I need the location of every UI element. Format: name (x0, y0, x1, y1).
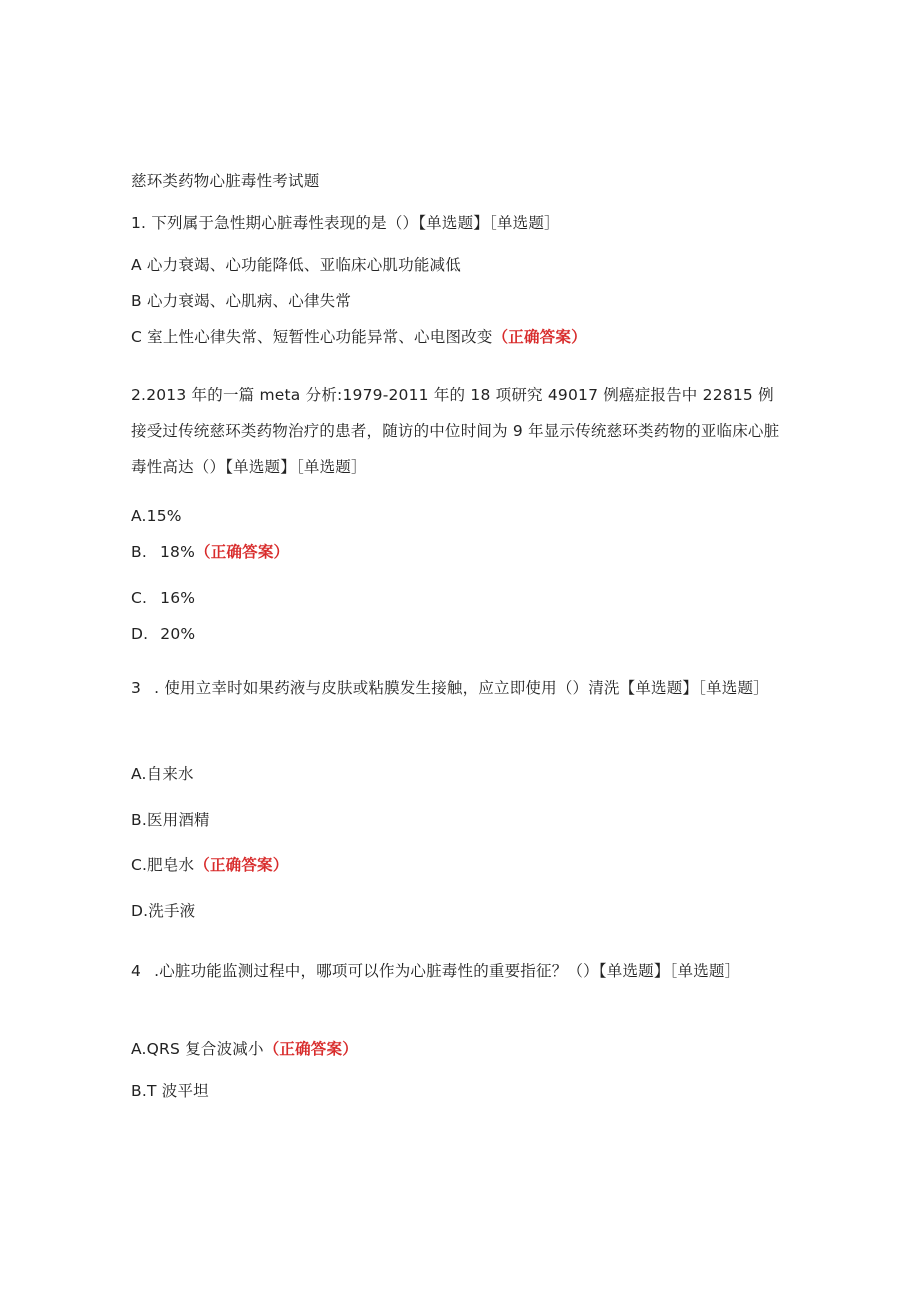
question-3-option-c-label: C.肥皂水 (131, 856, 195, 874)
question-3-text (131, 670, 781, 706)
question-4-text (131, 953, 781, 989)
question-1-option-b: B 心力衰竭、心肌病、心律失常 (131, 292, 352, 310)
question-4-body: .心脏功能监测过程中，哪项可以作为心脏毒性的重要指征？（）【单选题】［单选题］ (154, 962, 741, 980)
page-title: 慈环类药物心脏毒性考试题 (131, 172, 320, 190)
question-1-option-a: A 心力衰竭、心功能降低、亚临床心肌功能减低 (131, 256, 461, 274)
question-4-number: 4 (131, 962, 142, 980)
question-1-option-c (131, 327, 587, 347)
question-4-option-a-label: A.QRS 复合波减小 (131, 1040, 264, 1058)
question-4-option-b: B.T 波平坦 (131, 1082, 209, 1100)
correct-answer-mark: （正确答案） (263, 1040, 358, 1058)
option-value: 18% (159, 543, 196, 561)
question-3-option-d: D.洗手液 (131, 902, 196, 920)
option-letter: B. (131, 543, 147, 561)
correct-answer-mark: （正确答案） (194, 856, 289, 874)
question-1-text: 1. 下列属于急性期心脏毒性表现的是（）【单选题】［单选题］ (131, 214, 560, 232)
question-2-option-b (131, 542, 289, 562)
option-letter: D. (131, 625, 149, 643)
question-3-option-c (131, 855, 288, 875)
option-value: 20% (160, 625, 196, 643)
question-2-option-d (131, 624, 195, 644)
correct-answer-mark: （正确答案） (492, 328, 587, 346)
question-2-text: 2.2013 年的一篇 meta 分析:1979-2011 年的 18 项研究 49017 例癌症报告中 22815 例接受过传统慈环类药物治疗的患者，随访的中位时间为 9 年显示传统慈环类药物的亚临床心脏毒性高达（）【单选题】［单选题］ (131, 386, 780, 476)
question-3-option-b: B.医用酒精 (131, 811, 210, 829)
option-value: 16% (160, 589, 196, 607)
question-3-number: 3 (131, 679, 142, 697)
correct-answer-mark: （正确答案） (195, 543, 290, 561)
question-3-body: . 使用立幸时如果药液与皮肤或粘膜发生接触，应立即使用（）清洗【单选题】［单选题］ (154, 679, 769, 697)
question-3-option-a: A.自来水 (131, 765, 194, 783)
question-4-option-a (131, 1039, 358, 1059)
question-2-option-c (131, 588, 195, 608)
question-1-option-c-label: C 室上性心律失常、短暂性心功能异常、心电图改变 (131, 328, 493, 346)
question-2-option-a: A.15% (131, 507, 182, 525)
option-letter: C. (131, 589, 148, 607)
